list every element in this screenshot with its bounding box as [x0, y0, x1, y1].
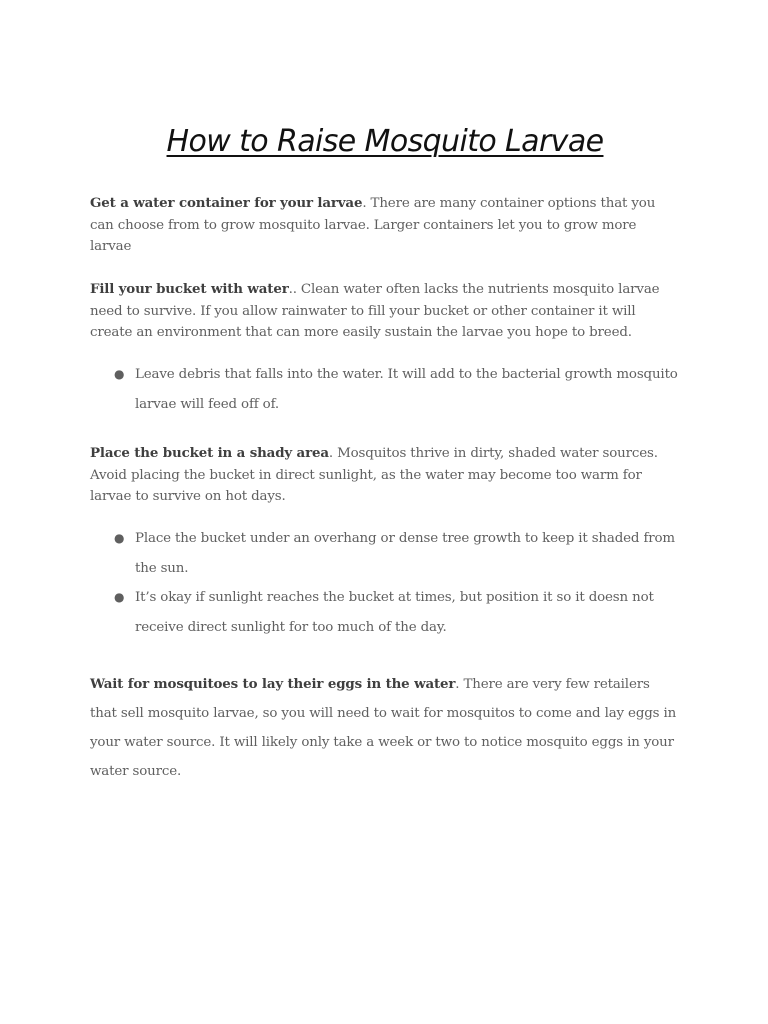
section-2-bullet-list — [90, 360, 680, 419]
section-2-paragraph — [90, 279, 680, 344]
document-title: How to Raise Mosquito Larvae — [166, 124, 604, 159]
bullet-text: Leave debris that falls into the water. It will add to the bacterial growth mosquito larvae will feed off of. — [135, 367, 678, 412]
list-item — [90, 360, 680, 419]
section-4-paragraph — [90, 670, 680, 786]
section-1-heading: Get a water container for your larvae — [90, 195, 363, 211]
bullet-text: Place the bucket under an overhang or dense tree growth to keep it shaded from the sun. — [135, 531, 675, 576]
section-2-heading: Fill your bucket with water — [90, 281, 289, 297]
section-4-heading: Wait for mosquitoes to lay their eggs in the water — [90, 676, 456, 692]
bullet-icon: ● — [114, 367, 125, 381]
section-2-body: .. Clean water often lacks the nutrients mosquito larvae need to survive. If you allow rainwater to fill your bucket or other container it will create an environment that can more easily sustain the larvae you hope to breed. — [90, 282, 660, 340]
section-3-paragraph — [90, 443, 680, 508]
section-4-body: . There are very few retailers that sell mosquito larvae, so you will need to wait for mosquitos to come and lay eggs in your water source. It will likely only take a week or two to notice mosquito eggs in your water source. — [90, 677, 677, 779]
section-1-paragraph — [90, 193, 680, 258]
section-1-body: . There are many container options that you can choose from to grow mosquito larvae. Larger containers let you to grow more larvae — [90, 196, 656, 254]
bullet-text: It’s okay if sunlight reaches the bucket at times, but position it so it doesn not receive direct sunlight for too much of the day. — [135, 590, 654, 635]
bullet-icon: ● — [114, 531, 125, 545]
list-item — [90, 524, 680, 583]
section-3-bullet-list — [90, 524, 680, 642]
section-3-body: . Mosquitos thrive in dirty, shaded water sources. Avoid placing the bucket in direct sunlight, as the water may become too warm for larvae to survive on hot days. — [90, 446, 658, 504]
bullet-icon: ● — [114, 590, 125, 604]
list-item — [90, 583, 680, 642]
section-3-heading: Place the bucket in a shady area — [90, 445, 329, 461]
